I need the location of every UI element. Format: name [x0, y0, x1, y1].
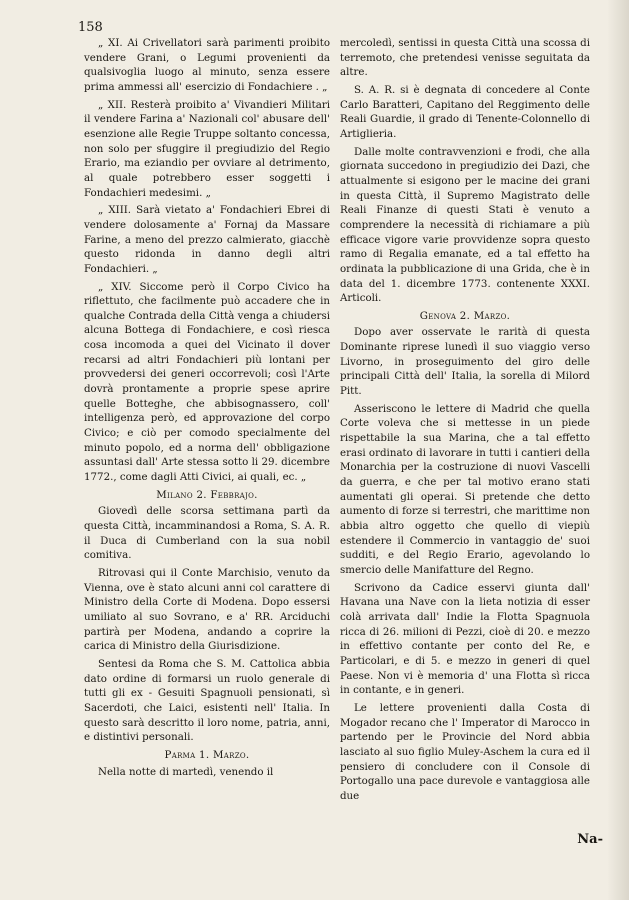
article-paragraph: „ XI. Ai Crivellatori sarà parimenti proibito vendere Grani, o Legumi provenienti da qualsivoglia luogo al minuto, senza essere prima ammessi all' esercizio di Fondachiere . „ [84, 37, 330, 93]
article-paragraph: Le lettere provenienti dalla Costa di Mogador recano che l' Imperator di Marocco in partendo per le Provincie del Nord abbia lasciato al suo figlio Muley-Aschem la cura ed il pensiero di concludere con il Console di Portogallo una pace durevole e vantaggiosa alle due [340, 701, 590, 802]
article-paragraph: Dopo aver osservate le rarità di questa Dominante riprese lunedì il suo viaggio verso Livorno, in proseguimento del giro delle principali Città dell' Italia, la sorella di Milord Pitt. [340, 326, 590, 398]
article-paragraph: Dalle molte contravvenzioni e frodi, che alla giornata succedono in pregiudizio dei Dazi, che attualmente si esigono per le macine dei grani in questa Città, il Supremo Magistrato delle Reali Finanze di questi Stati è venuto a comprendere la necessità di richiamare a più efficace vigore varie provvidenze sopra questo ramo di Regalia emanate, ed a tal effetto ha ordinata la pubblicazione di una Grida, che è in data del 1. dicembre 1773. contenente XXXI. Articoli. [340, 145, 590, 305]
article-paragraph: Sentesi da Roma che S. M. Cattolica abbia dato ordine di formarsi un ruolo generale di tutti gli ex - Gesuiti Spagnuoli pensionati, sì Sacerdoti, che Laici, esistenti nell' Italia. In questo sarà descritto il loro nome, patria, anni, e distintivi personali. [84, 657, 330, 744]
page-number: 158 [78, 20, 103, 35]
article-paragraph: Giovedì delle scorsa settimana partì da questa Città, incamminandosi a Roma, S. A. R. il Duca di Cumberland con la sua nobil comitiva. [84, 505, 330, 562]
article-paragraph: mercoledì, sentissi in questa Città una scossa di terremoto, che pretendesi venisse seguitata da altre. [340, 37, 590, 79]
article-paragraph: S. A. R. si è degnata di concedere al Conte Carlo Baratteri, Capitano del Reggimento delle Reali Guardie, il grado di Tenente-Colonnello di Artiglieria. [340, 83, 590, 140]
article-paragraph: Scrivono da Cadice esservi giunta dall' Havana una Nave con la lieta notizia di esser colà arrivata dall' Indie la Flotta Spagnuola ricca di 26. milioni di Pezzi, cioè di 20. e mezzo in effettivo contante per conto del Re, e Particolari, e di 5. e mezzo in generi di quel Paese. Non vi è memoria d' una Flotta sì ricca in contante, e in generi. [340, 581, 590, 697]
page-edge-shadow [607, 0, 629, 900]
dateline: Parma 1. Marzo. [164, 748, 250, 761]
article-paragraph: „ XIII. Sarà vietato a' Fondachieri Ebrei di vendere dolosamente a' Fornaj da Massare Farine, a meno del prezzo calmierato, giacchè questo ridonda in danno degli altri Fondachieri. „ [84, 204, 330, 275]
article-paragraph: Nella notte di martedì, venendo il [98, 765, 274, 778]
article-paragraph: „ XII. Resterà proibito a' Vivandieri Militari il vendere Farina a' Nazionali col' abusare dell' esenzione alle Regie Truppe soltanto concessa, non solo per sfuggire il pregiudizio del Regio Erario, ma eziandio per ovviare al detrimento, al quale potrebbero esser soggetti i Fondachieri medesimi. „ [84, 98, 330, 199]
right-column [340, 36, 590, 806]
article-paragraph: „ XIV. Siccome però il Corpo Civico ha riflettuto, che facilmente può accadere che in qualche Contrada della Città venga a chiudersi alcuna Bottega di Fondachiere, e così riesca cosa incomoda a quei del Vicinato il dover recarsi ad altri Fondachieri più lontani per provvedersi dei generi occorrevoli; così l'Arte dovrà prontamente a proprie spese aprire quelle Botteghe, che abbisognassero, coll' intelligenza però, ed approvazione del corpo Civico; e ciò per comodo specialmente del minuto popolo, ed a norma dell' obbligazione assuntasi dall' Arte stessa sotto li 29. dicembre 1772., come dagli Atti Civici, ai quali, ec. „ [84, 280, 330, 484]
dateline: Milano 2. Febbrajo. [156, 488, 258, 501]
catchword: Na- [577, 832, 603, 847]
dateline: Genova 2. Marzo. [419, 309, 511, 322]
article-paragraph: Asserisconо le lettere di Madrid che quella Corte voleva che si mettesse in un piede rispettabile la sua Marina, che a tal effetto erasi ordinato di lavorare in tutti i cantieri della Monarchia per la costruzione di nuovi Vascelli da guerra, e che per tal motivo erano stati aumentati gli operai. Si pretende che detto aumento di forze si terrestri, che marittime non abbia altro oggetto che quello di viepiù estendere il Commercio in vantaggio de' suoi sudditi, e del Regio Erario, agevolando lo smercio delle Manifatture del Regno. [340, 402, 590, 576]
left-column [84, 36, 330, 782]
article-paragraph: Ritrovasi qui il Conte Marchisio, venuto da Vienna, ove è stato alcuni anni col carattere di Ministro della Corte di Modena. Dopo essersi umiliato al suo Sovrano, e a' RR. Arciduchi partirà per Modena, andando a coprire la carica di Ministro della Giurisdizione. [84, 566, 330, 653]
